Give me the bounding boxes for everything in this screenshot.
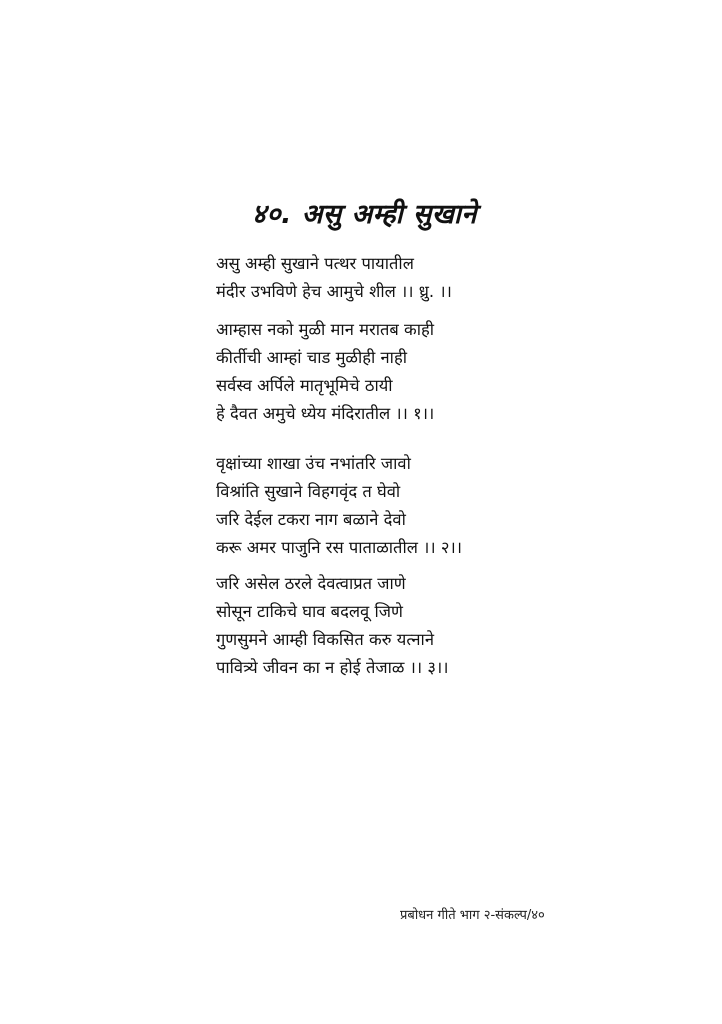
stanza-2 [216,450,462,562]
stanza-1 [216,316,434,428]
verse-line: विश्रांति सुखाने विहगवृंद त घेवो [216,482,401,501]
verse-line: पावित्र्ये जीवन का न होई तेजाळ ।। ३।। [216,658,449,677]
verse-line: असु अम्ही सुखाने पत्थर पायातील [216,254,414,273]
stanza-refrain [216,250,452,306]
verse-line: मंदीर उभविणे हेच आमुचे शील ।। ध्रु. ।। [216,282,452,301]
verse-line: कीर्तीची आम्हां चाड मुळीही नाही [216,348,407,367]
verse-line: जरि देईल टकरा नाग बळाने देवो [216,510,406,529]
page-footer: प्रबोधन गीते भाग २-संकल्प/४० [400,908,545,923]
verse-line: सोसून टाकिचे घाव बदलवू जिणे [216,602,403,621]
verse-line: करू अमर पाजुनि रस पाताळातील ।। २।। [216,538,463,557]
verse-line: गुणसुमने आम्ही विकसित करु यत्नाने [216,630,434,649]
verse-line: हे दैवत अमुचे ध्येय मंदिरातील ।। १।। [216,404,435,423]
verse-line: जरि असेल ठरले देवत्वाप्रत जाणे [216,574,406,593]
stanza-3 [216,570,449,682]
verse-line: आम्हास नको मुळी मान मरातब काही [216,320,435,339]
verse-line: सर्वस्व अर्पिले मातृभूमिचे ठायी [216,376,393,395]
verse-line: वृक्षांच्या शाखा उंच नभांतरि जावो [216,454,411,473]
song-title: ४०. असु अम्ही सुखाने [252,199,477,230]
